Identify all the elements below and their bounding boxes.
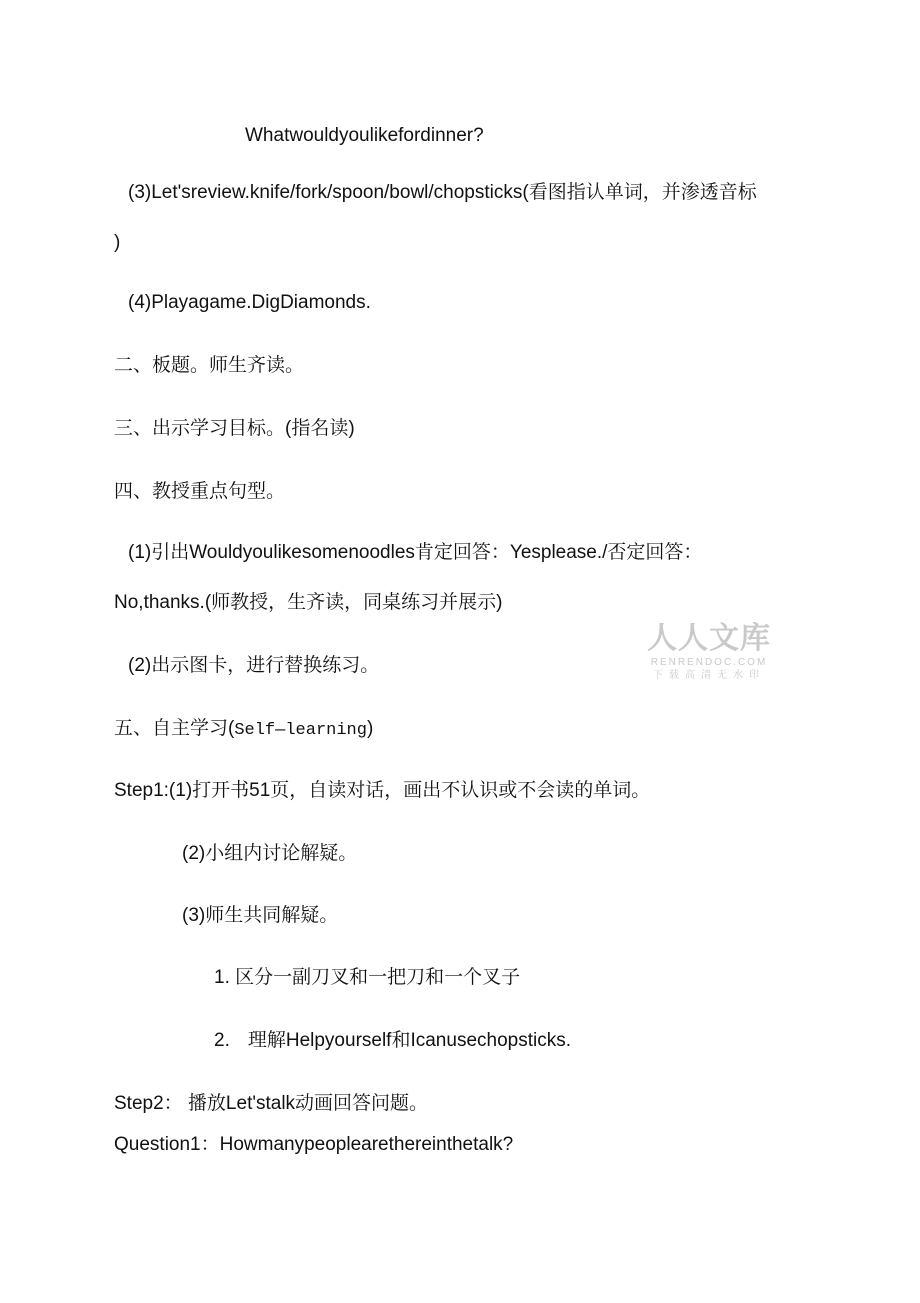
list-item-1: 1. 区分一副刀叉和一把刀和一个叉子: [214, 967, 521, 988]
heading-section-2: 二、板题。师生齐读。: [114, 355, 305, 376]
line-review-words: (3)Let'sreview.knife/fork/spoon/bowl/chopsticks(看图指认单词，并渗透音标: [128, 182, 757, 203]
line-question1: Question1：Howmanypeoplearethereinthetalk?: [114, 1134, 514, 1155]
heading-section-5-close: ): [366, 718, 374, 739]
watermark-tagline: 下载高清无水印: [653, 670, 765, 681]
line-sentence-pattern: (1)引出Wouldyoulikesomenoodles肯定回答：Yesplease./否定回答：: [128, 542, 703, 563]
line-play-game: (4)Playagame.DigDiamonds.: [128, 292, 371, 313]
line-review-words-cont: ): [114, 232, 121, 253]
heading-section-3: 三、出示学习目标。(指名读): [114, 418, 355, 439]
watermark-url: RENRENDOC.COM: [650, 657, 768, 668]
line-sentence-pattern-cont: No,thanks.(师教授，生齐读，同桌练习并展示): [114, 592, 503, 613]
line-picture-cards: (2)出示图卡，进行替换练习。: [128, 655, 380, 676]
heading-section-4: 四、教授重点句型。: [114, 481, 286, 502]
watermark-logo: 人人文库: [647, 621, 771, 656]
line-step1-sub2: (2)小组内讨论解疑。: [182, 843, 358, 864]
line-dinner-question: Whatwouldyoulikefordinner?: [245, 125, 484, 146]
list-item-2-text: 理解Helpyourself和Icanusechopsticks.: [247, 1030, 571, 1051]
line-step1: Step1:(1)打开书51页，自读对话，画出不认识或不会读的单词。: [114, 780, 651, 801]
heading-section-5-text: 五、自主学习(: [114, 718, 235, 739]
watermark: [646, 622, 772, 682]
line-step1-sub3: (3)师生共同解疑。: [182, 905, 339, 926]
list-item-2: [214, 1029, 571, 1053]
line-step2: Step2： 播放Let'stalk动画回答问题。: [114, 1093, 429, 1114]
self-learning-label: Self—learning: [234, 721, 367, 740]
heading-section-5: [114, 717, 373, 743]
list-item-2-number: 2.: [214, 1030, 230, 1051]
